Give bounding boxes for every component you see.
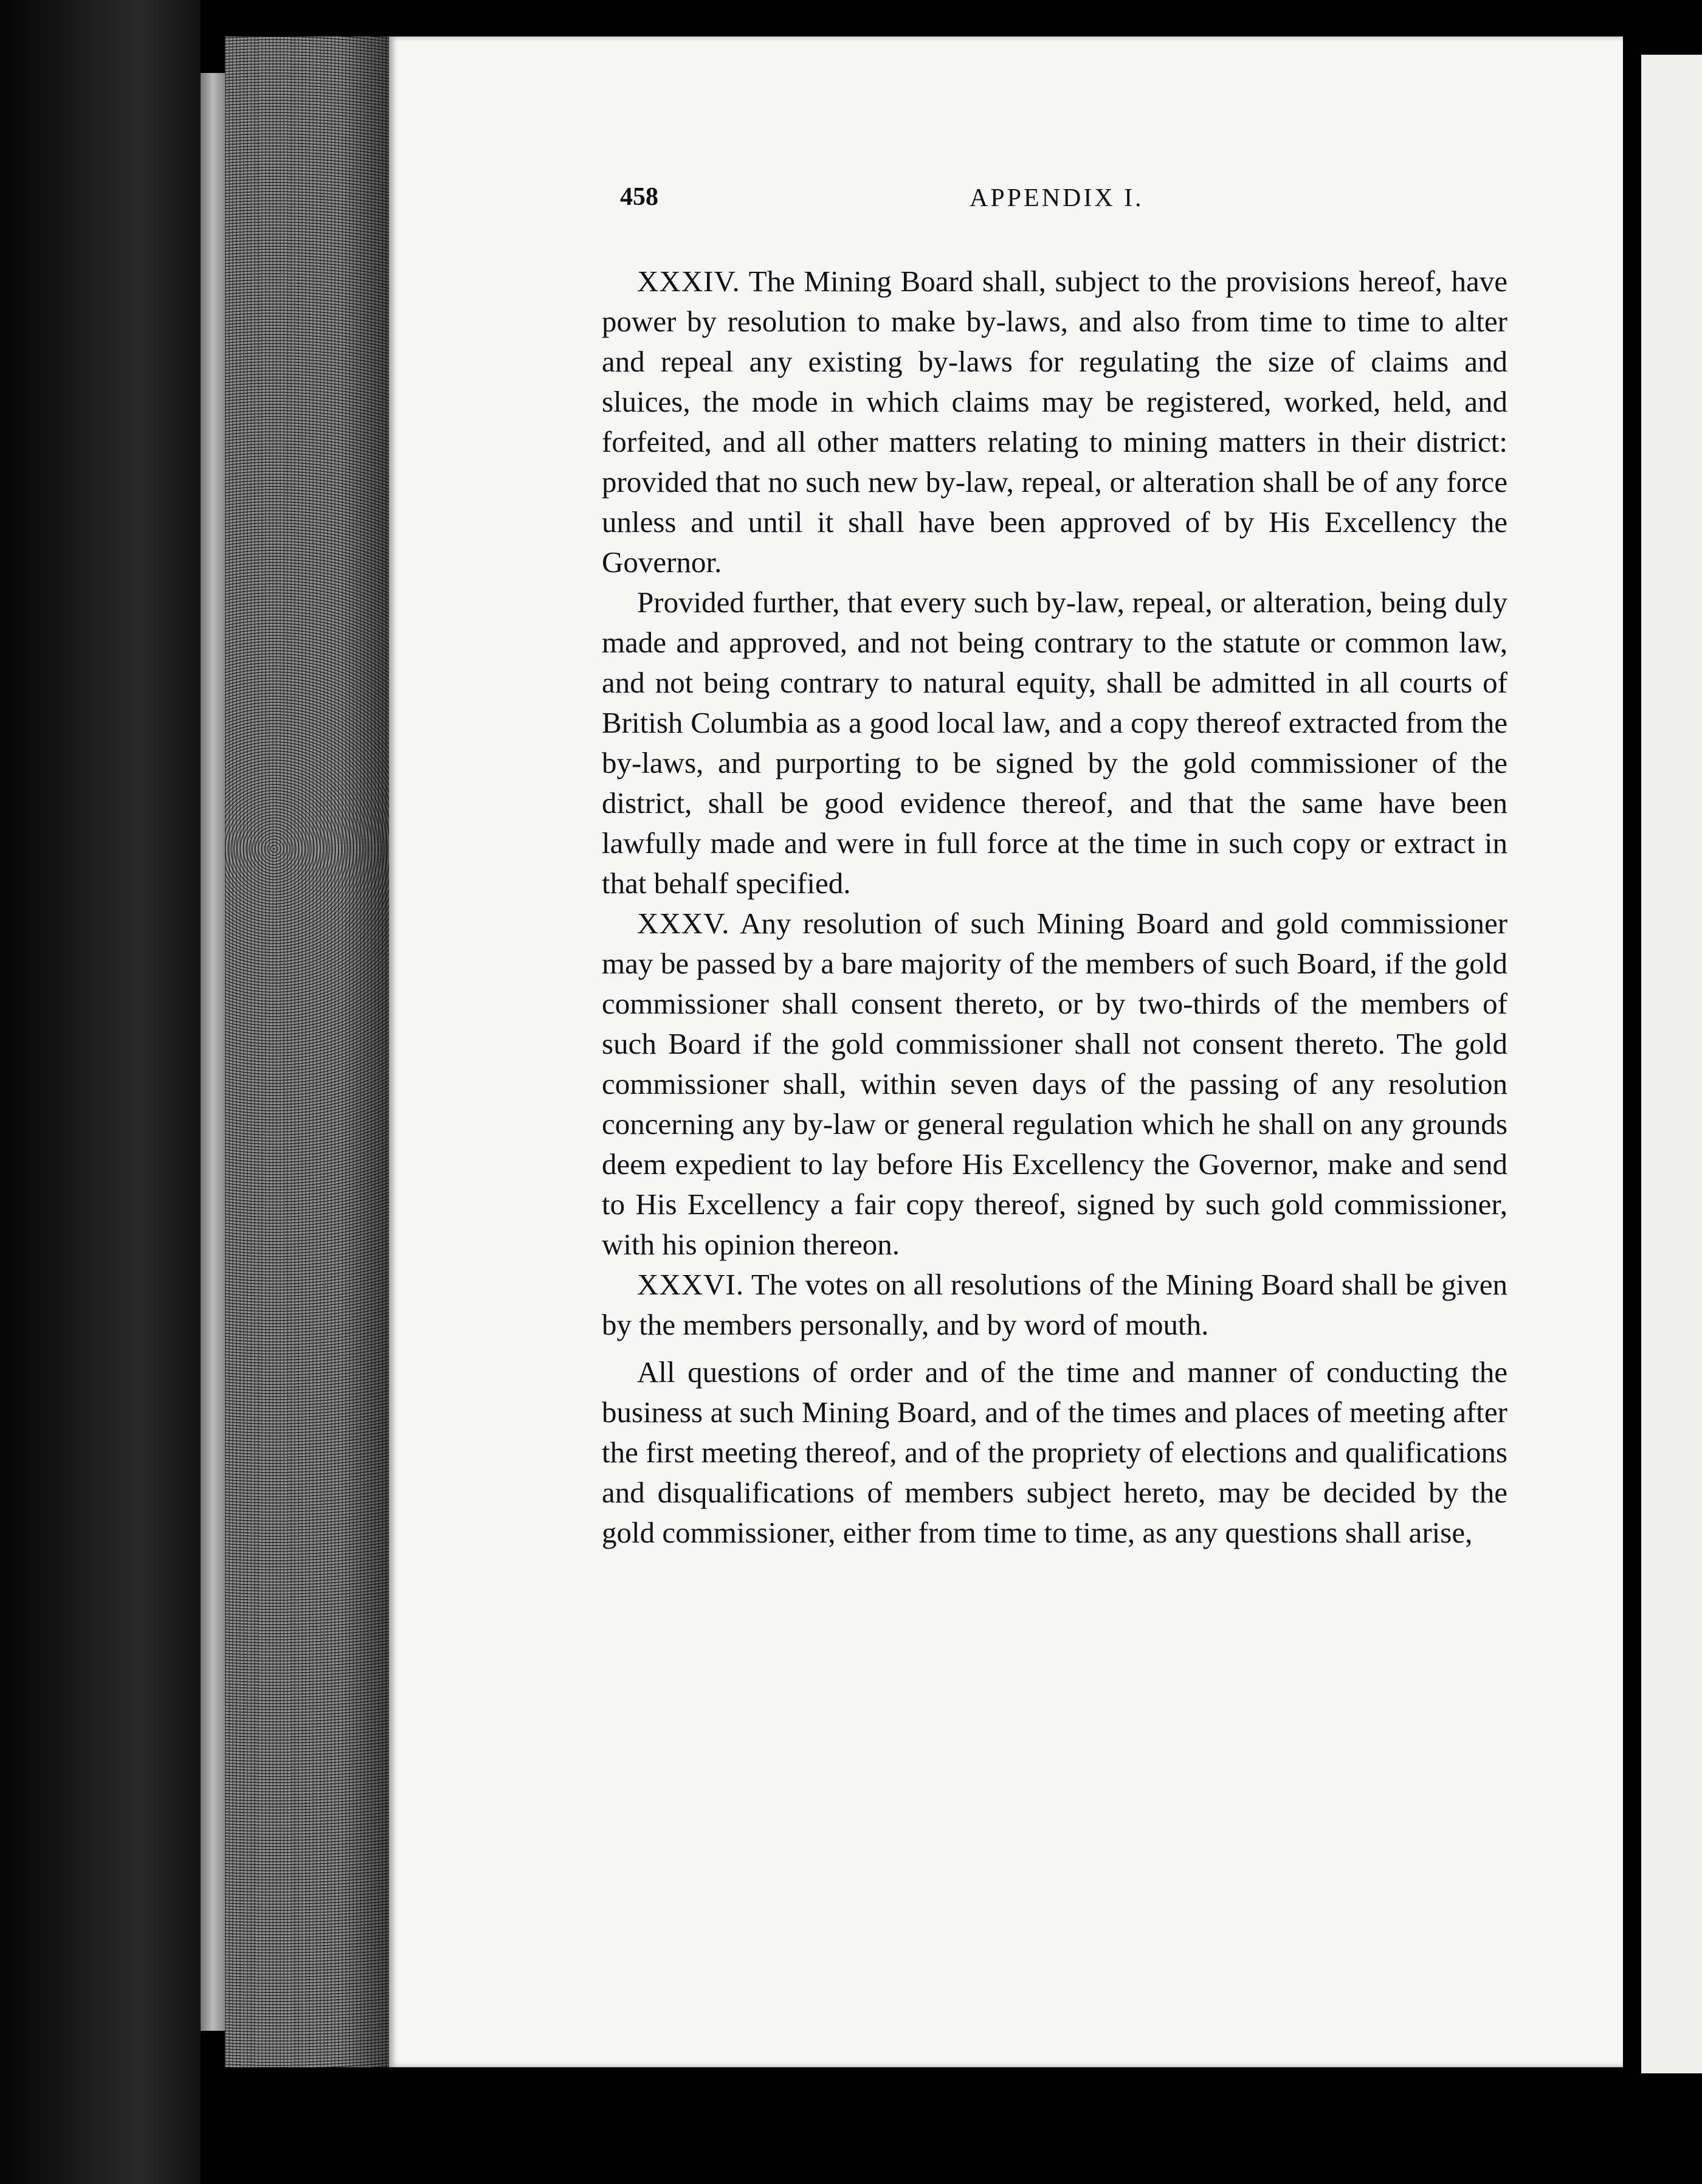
paragraph-section-xxxvi <box>602 1265 1507 1345</box>
section-number: XXXVI. <box>637 1268 745 1301</box>
section-number: XXXIV. <box>637 264 740 298</box>
book-binding <box>0 0 201 2184</box>
page-gutter-shadow <box>340 36 389 2067</box>
facing-page-gap <box>1623 0 1641 2184</box>
paragraph-text: All questions of order and of the time and manner of conducting the business at such Mining Board, and of the times and places of meeting after the first meeting thereof, and of the propriety of elections and qualifications and disqualifications of members subject hereto, may be decided by the gold commissioner, either from time to time, as any questions shall arise, <box>602 1355 1507 1549</box>
paragraph-section-xxxiv <box>602 261 1507 582</box>
paragraph-text: Any resolution of such Mining Board and gold commissioner may be passed by a bare majority of the members of such Board, if the gold commissioner shall consent thereto, or by two-thirds of the members of such Board if the gold commissioner shall not consent thereto. The gold commissioner shall, within seven days of the passing of any resolution concerning any by-law or general regulation which he shall on any grounds deem expedient to lay before His Excellency the Governor, make and send to His Excellency a fair copy thereof, signed by such gold commissioner, with his opinion thereon. <box>602 907 1508 1261</box>
bottom-border <box>201 2067 1623 2184</box>
page-number: 458 <box>620 183 658 211</box>
page-body <box>602 261 1507 1553</box>
paragraph-text: The votes on all resolutions of the Mining Board shall be given by the members personally, and by word of mouth. <box>602 1268 1507 1341</box>
running-head: APPENDIX I. <box>970 184 1144 212</box>
paragraph-text: Provided further, that every such by-law, repeal, or alteration, being duly made and approved, and not being contrary to the statute or common law, and not being contrary to natural equity, shall be admitted in all courts of British Columbia as a good local law, and a copy thereof extracted from the by-laws, and purporting to be signed by the gold commissioner of the district, shall be good evidence thereof, and that the same have been lawfully made and were in full force at the time in such copy or extract in that behalf specified. <box>602 586 1507 900</box>
paragraph-proviso <box>602 582 1507 904</box>
page-header <box>620 182 1167 219</box>
paragraph-section-xxxv <box>602 904 1507 1265</box>
paragraph-text: The Mining Board shall, subject to the provisions hereof, have power by resolution to make by-laws, and also from time to time to alter and repeal any existing by-laws for regulating the size of claims and sluices, the mode in which claims may be registered, worked, held, and forfeited, and all other matters relating to mining matters in their district: provided that no such new by-law, repeal, or alteration shall be of any force unless and until it shall have been approved of by His Excellency the Governor. <box>602 264 1507 579</box>
paragraph-spacer <box>602 1345 1507 1352</box>
paragraph-questions-of-order <box>602 1352 1507 1553</box>
section-number: XXXV. <box>637 907 730 940</box>
book-spine-edge <box>201 73 225 2031</box>
facing-page-sliver <box>1641 55 1702 2073</box>
